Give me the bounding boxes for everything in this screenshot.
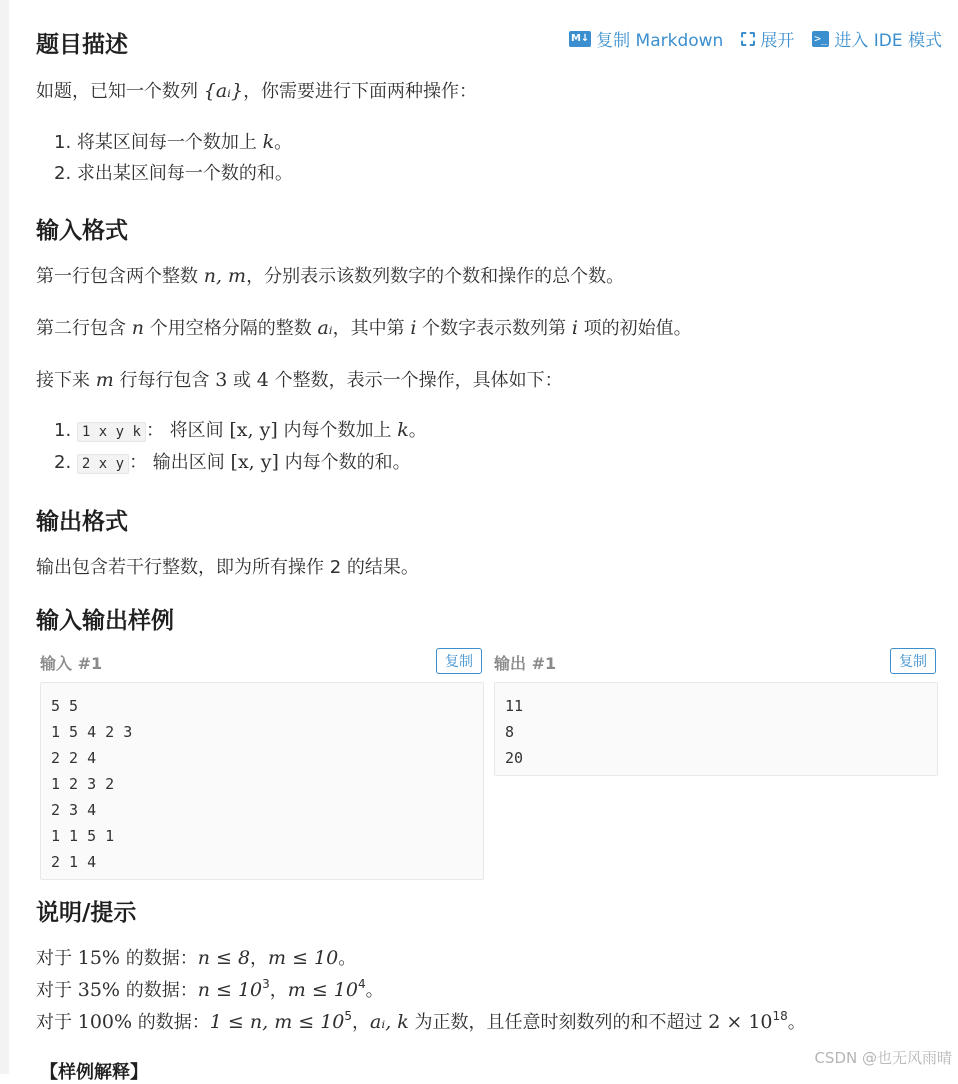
operation-list xyxy=(54,126,293,190)
hint-line-3: 对于 100% 的数据：1 ≤ n, $m \le 10^5$，aᵢ, k 为正数，且任意时刻数列的和不超过 $2 \times 10^{18}$。 xyxy=(36,1009,806,1033)
section-title-input: 输入格式 xyxy=(36,218,128,244)
sample-input-label: 输入 #1 xyxy=(40,654,103,673)
sample-output-box xyxy=(494,682,938,776)
copy-markdown-label: 复制 Markdown xyxy=(596,31,724,51)
expand-icon xyxy=(741,32,755,46)
sample-output-label: 输出 #1 xyxy=(494,654,557,673)
terminal-icon: >_ xyxy=(814,31,828,45)
expand-button[interactable] xyxy=(741,26,794,51)
markdown-icon: M↓ xyxy=(569,31,591,47)
sample-line: 5 5 xyxy=(51,697,79,715)
op-code: 1 x y k xyxy=(77,422,146,442)
sample-line: 1 2 3 2 xyxy=(51,775,115,793)
hint-line-2: 对于 35% 的数据：$n \le 10^3$，$m \le 10^4$。 xyxy=(36,977,384,1001)
op-code: 2 x y xyxy=(77,454,129,474)
sample-input-box xyxy=(40,682,484,880)
sample-explanation-heading: 【样例解释】 xyxy=(40,1062,148,1083)
copy-input-button[interactable]: 复制 xyxy=(436,648,482,674)
list-item: 2. 2 x y ： 输出区间 [x, y] 内每个数的和。 xyxy=(54,451,411,473)
section-title-hint: 说明/提示 xyxy=(36,900,137,926)
sample-line: 2 3 4 xyxy=(51,801,97,819)
header-actions xyxy=(569,26,942,51)
ide-mode-button[interactable] xyxy=(812,26,942,51)
sample-line: 20 xyxy=(505,749,524,767)
section-title-description: 题目描述 xyxy=(36,32,128,58)
list-item: 1. 将某区间每一个数加上 k。 xyxy=(54,131,293,153)
copy-output-button[interactable]: 复制 xyxy=(890,648,936,674)
list-item: 2. 求出某区间每一个数的和。 xyxy=(54,163,293,184)
sample-line: 2 1 4 xyxy=(51,853,97,871)
sample-line: 1 5 4 2 3 xyxy=(51,723,133,741)
copy-markdown-button[interactable] xyxy=(569,26,723,51)
input-line-3: 接下来 m 行每行包含 3 或 4 个整数，表示一个操作，具体如下： xyxy=(36,369,563,391)
math-sequence: {aᵢ} xyxy=(203,80,244,102)
sample-line: 11 xyxy=(505,697,524,715)
output-description: 输出包含若干行整数，即为所有操作 2 的结果。 xyxy=(36,557,419,578)
left-gutter xyxy=(0,0,9,1074)
sample-line: 8 xyxy=(505,723,515,741)
sample-line: 2 2 4 xyxy=(51,749,97,767)
ide-mode-label: 进入 IDE 模式 xyxy=(834,31,942,51)
expand-label: 展开 xyxy=(760,31,795,51)
hint-line-1: 对于 15% 的数据：n ≤ 8，m ≤ 10。 xyxy=(36,947,357,969)
input-op-list xyxy=(54,414,427,478)
section-title-samples: 输入输出样例 xyxy=(36,608,174,634)
section-title-output: 输出格式 xyxy=(36,509,128,535)
sample-line: 1 1 5 1 xyxy=(51,827,115,845)
input-line-2: 第二行包含 n 个用空格分隔的整数 aᵢ，其中第 i 个数字表示数列第 i 项的初始值。 xyxy=(36,317,692,339)
description-intro: 如题，已知一个数列 {aᵢ}，你需要进行下面两种操作： xyxy=(36,80,478,102)
watermark: CSDN @也无风雨晴 xyxy=(814,1049,952,1067)
list-item: 1. 1 x y k ： 将区间 [x, y] 内每个数加上 k。 xyxy=(54,419,427,441)
input-line-1: 第一行包含两个整数 n, m，分别表示该数列数字的个数和操作的总个数。 xyxy=(36,265,625,287)
